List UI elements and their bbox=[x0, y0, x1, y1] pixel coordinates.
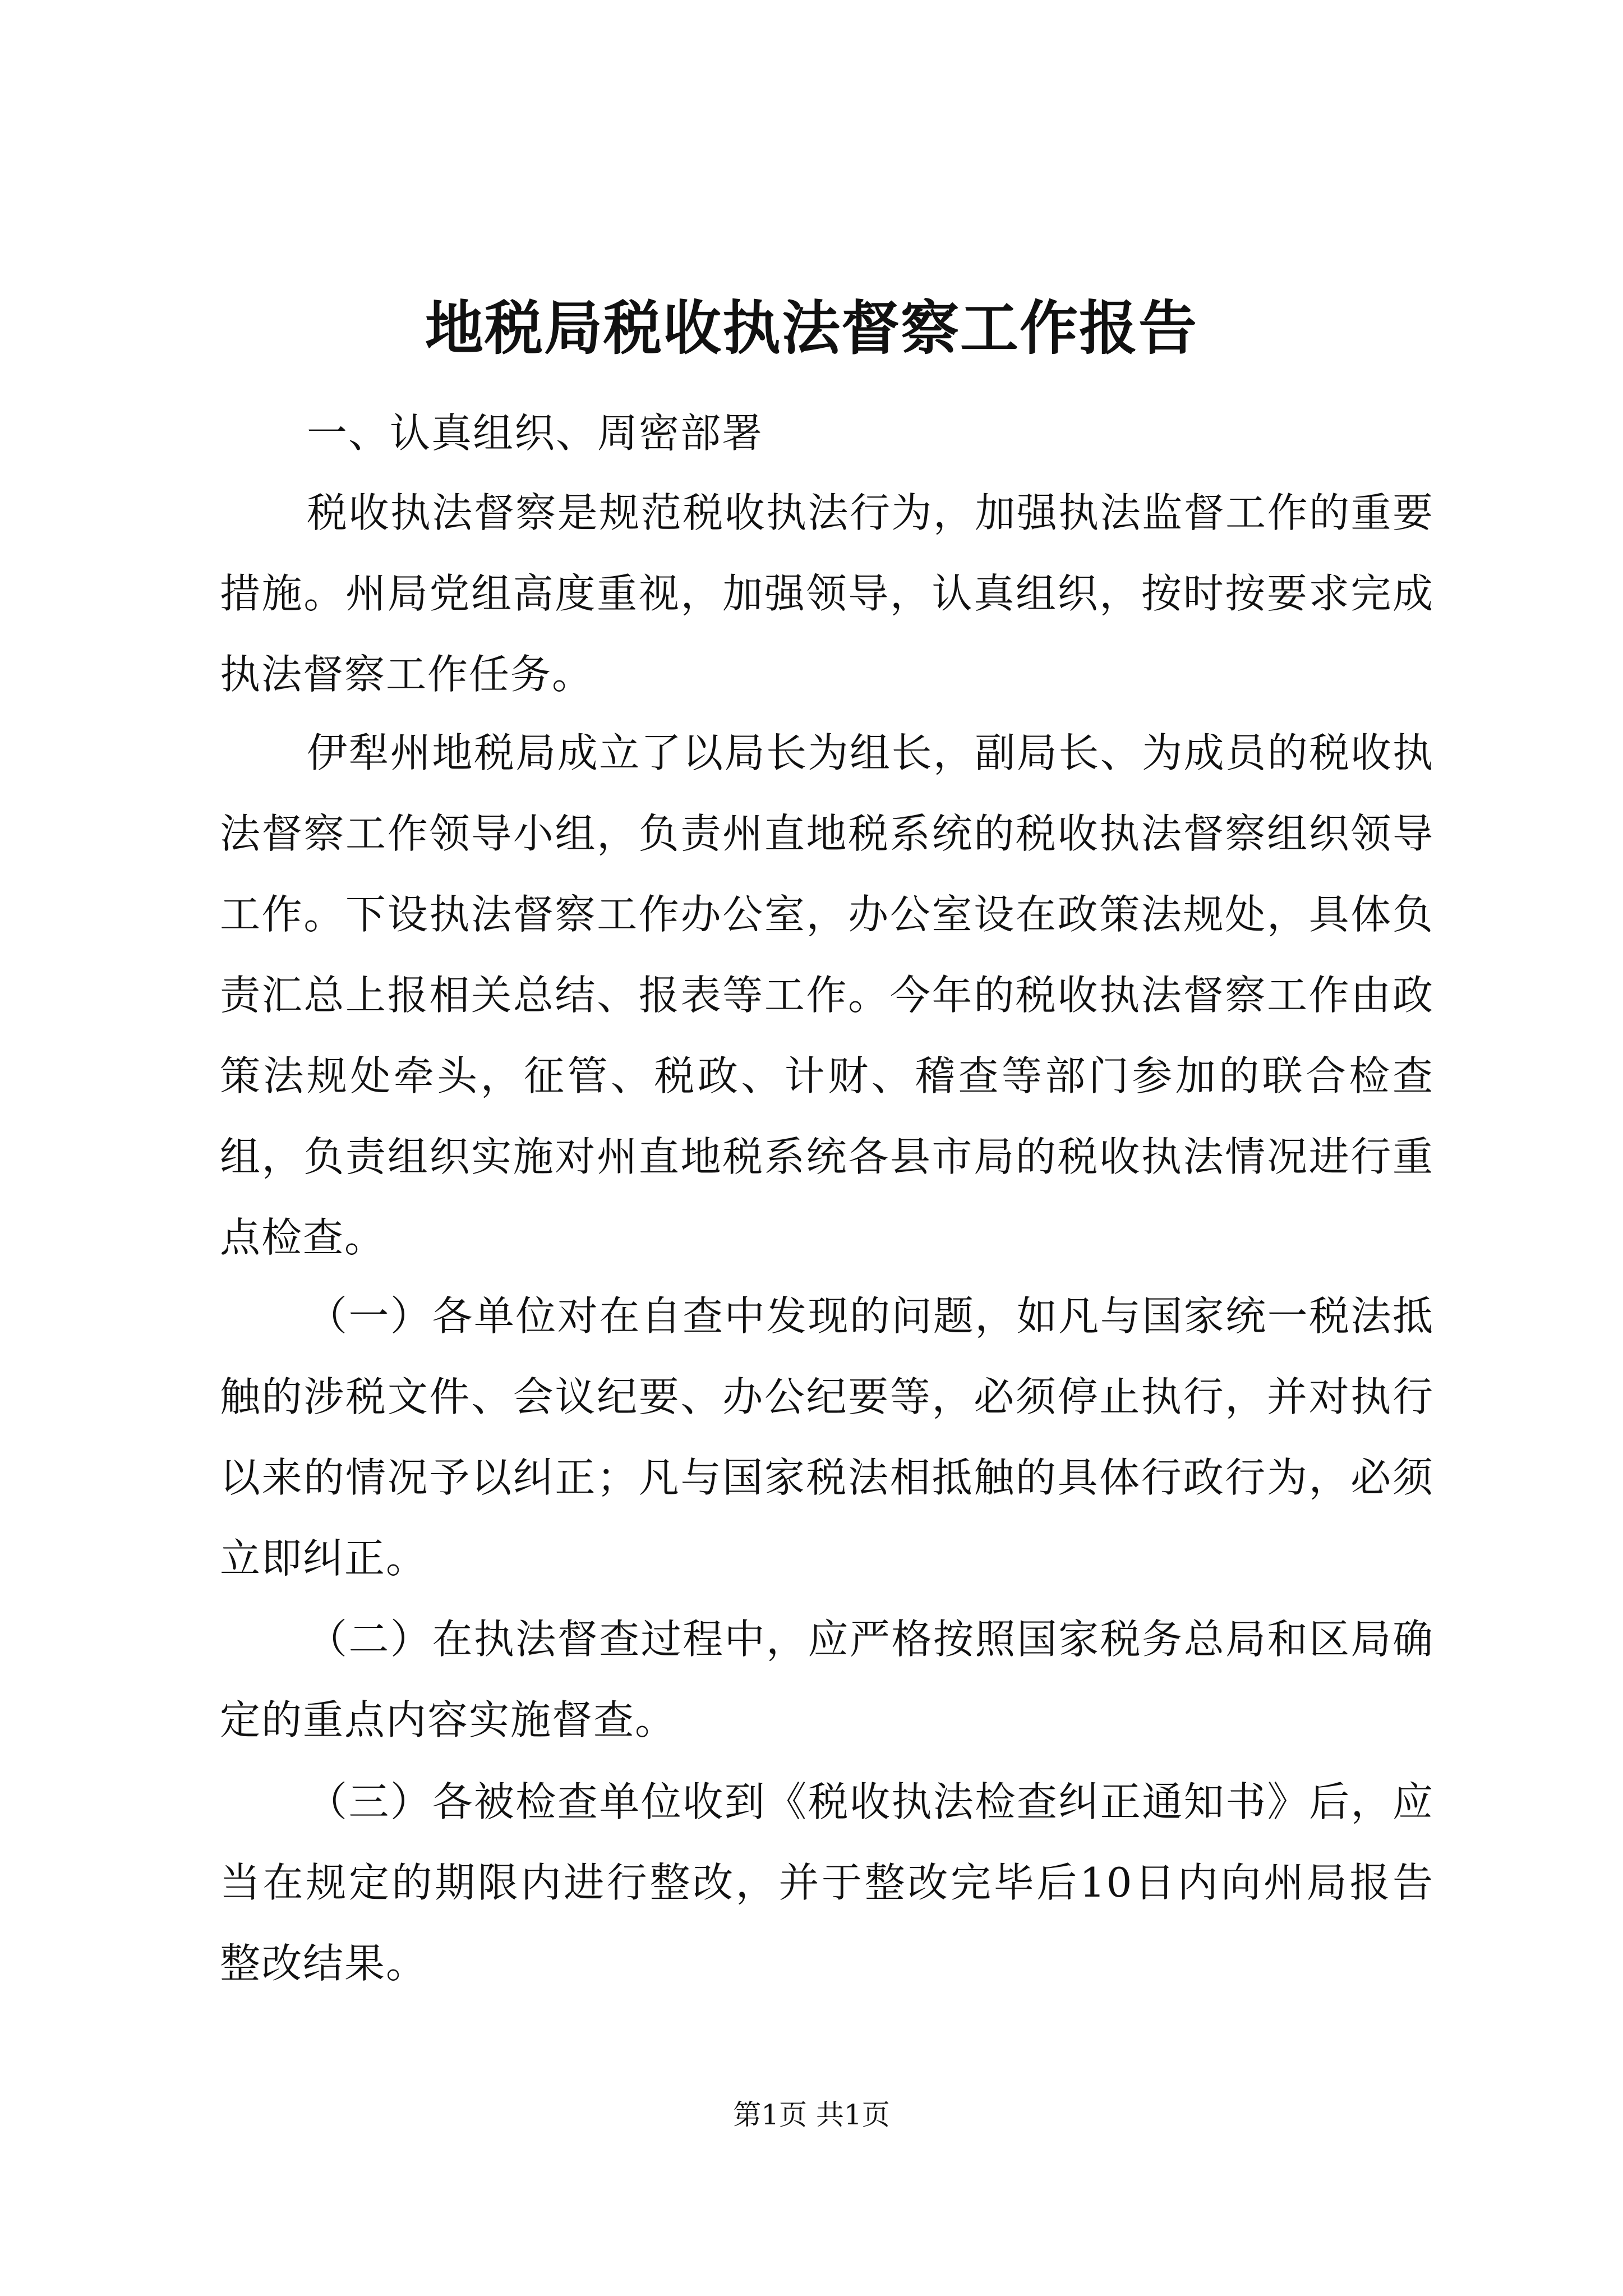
paragraph-3: （一）各单位对在自查中发现的问题，如凡与国家统一税法抵触的涉税文件、会议纪要、办公纪要等，必须停止执行，并对执行以来的情况予以纠正；凡与国家税法相抵触的具体行政行为，必须立即纠正。 bbox=[220, 1292, 1434, 1582]
paragraph-5: （三）各被检查单位收到《税收执法检查纠正通知书》后，应当在规定的期限内进行整改，并于整改完毕后10日内向州局报告整改结果。 bbox=[220, 1778, 1434, 1987]
paragraph-4: （二）在执法督查过程中，应严格按照国家税务总局和区局确定的重点内容实施督查。 bbox=[220, 1616, 1434, 1743]
section-heading: 一、认真组织、周密部署 bbox=[307, 409, 764, 457]
page-footer: 第1页 共1页 bbox=[733, 2099, 890, 2131]
paragraph-2: 伊犁州地税局成立了以局长为组长，副局长、为成员的税收执法督察工作领导小组，负责州直地税系统的税收执法督察组织领导工作。下设执法督察工作办公室，办公室设在政策法规处，具体负责汇总上报相关总结、报表等工作。今年的税收执法督察工作由政策法规处牵头，征管、税政、计财、稽查等部门参加的联合检查组，负责组织实施对州直地税系统各县市局的税收执法情况进行重点检查。 bbox=[220, 729, 1434, 1261]
paragraph-1: 税收执法督察是规范税收执法行为，加强执法监督工作的重要措施。州局党组高度重视，加强领导，认真组织，按时按要求完成执法督察工作任务。 bbox=[220, 489, 1434, 698]
document-title: 地税局税收执法督察工作报告 bbox=[425, 293, 1198, 362]
